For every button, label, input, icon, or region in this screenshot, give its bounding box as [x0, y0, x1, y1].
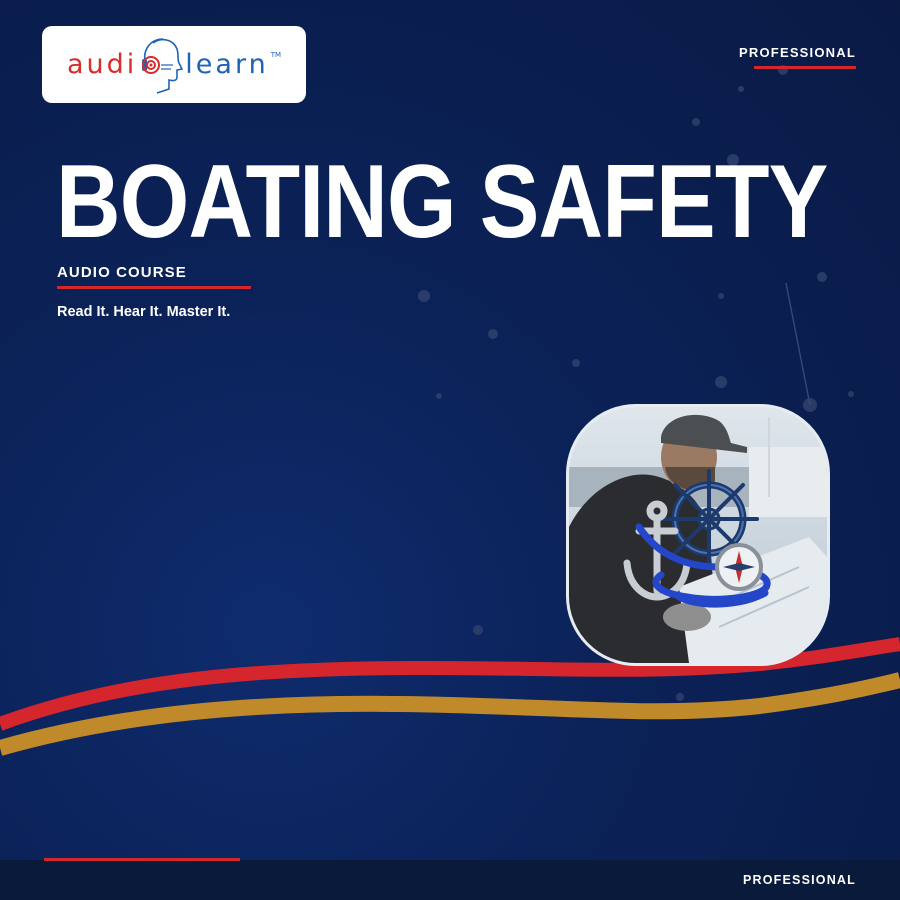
- boater-with-nautical-icons: [569, 407, 827, 663]
- course-title: BOATING SAFETY: [56, 144, 828, 260]
- tag-underline-top: [754, 66, 856, 69]
- professional-tag-top: PROFESSIONAL: [739, 45, 856, 60]
- subtitle-underline: [57, 286, 251, 289]
- course-tagline: Read It. Hear It. Master It.: [57, 304, 231, 320]
- head-with-headphones-icon: [139, 35, 183, 95]
- logo-text-audi: audi: [66, 49, 138, 80]
- professional-tag-bottom: PROFESSIONAL: [742, 873, 856, 887]
- logo-text-learn: learn: [185, 49, 269, 80]
- course-subtitle: AUDIO COURSE: [57, 264, 187, 281]
- audiolearn-logo: [42, 26, 306, 103]
- logo-trademark: TM: [270, 50, 282, 59]
- course-photo: [566, 404, 830, 666]
- footer-accent-line: [44, 858, 240, 861]
- compass-icon: [717, 545, 761, 589]
